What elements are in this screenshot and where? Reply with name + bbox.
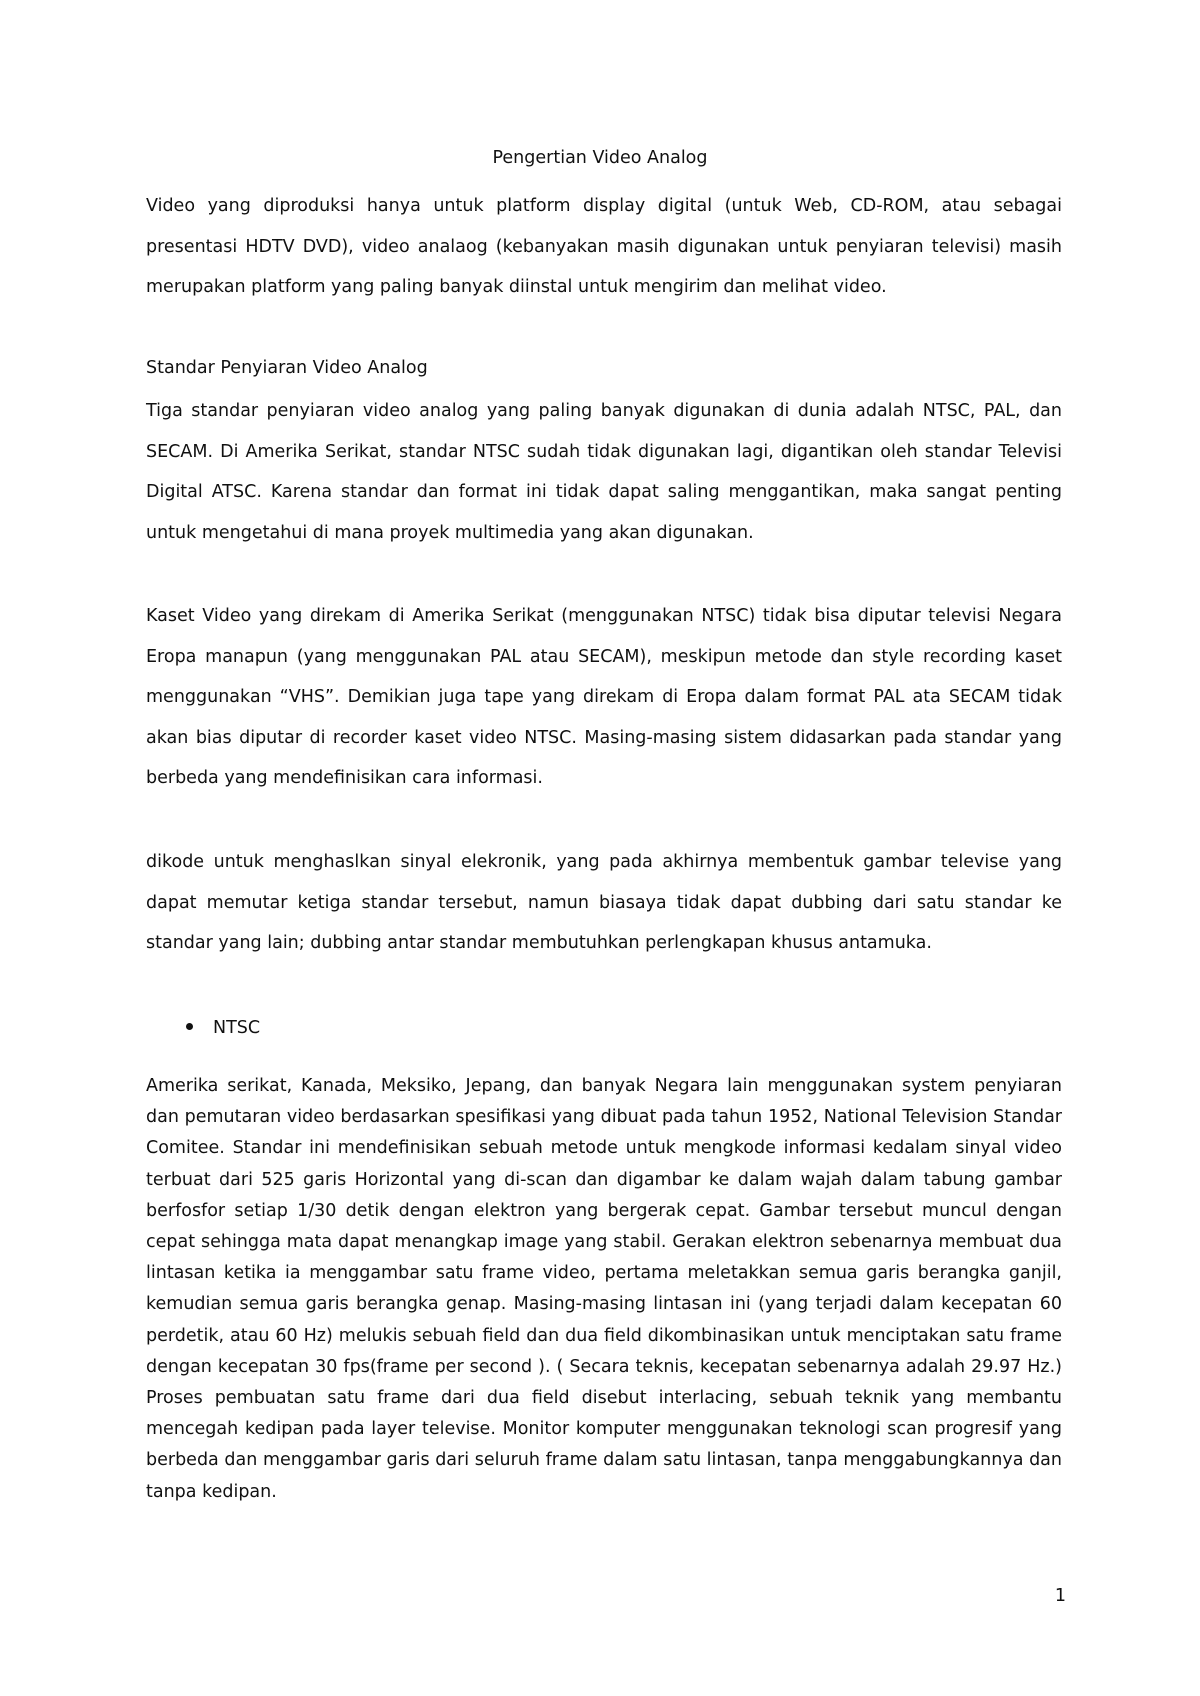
- section-heading: Standar Penyiaran Video Analog: [146, 358, 428, 378]
- document-title: Pengertian Video Analog: [492, 148, 708, 168]
- page-number: 1: [1054, 1586, 1066, 1606]
- bullet-item-ntsc: [186, 1016, 260, 1040]
- kaset-paragraph: Kaset Video yang direkam di Amerika Serikat (menggunakan NTSC) tidak bisa diputar televisi Negara Eropa manapun (yang menggunakan PAL atau SECAM), meskipun metode dan style recording kaset menggunakan “VHS”. Demikian juga tape yang direkam di Eropa dalam format PAL ata SECAM tidak akan bias diputar di recorder kaset video NTSC. Masing-masing sistem didasarkan pada standar yang berbeda yang mendefinisikan cara informasi.: [146, 606, 1062, 788]
- standards-paragraph: Tiga standar penyiaran video analog yang paling banyak digunakan di dunia adalah NTSC, PAL, dan SECAM. Di Amerika Serikat, standar NTSC sudah tidak digunakan lagi, digantikan oleh standar Televisi Digital ATSC. Karena standar dan format ini tidak dapat saling menggantikan, maka sangat penting untuk mengetahui di mana proyek multimedia yang akan digunakan.: [146, 401, 1062, 543]
- bullet-label: NTSC: [213, 1018, 261, 1038]
- intro-paragraph: Video yang diproduksi hanya untuk platform display digital (untuk Web, CD-ROM, atau sebagai presentasi HDTV DVD), video analaog (kebanyakan masih digunakan untuk penyiaran televisi) masih merupakan platform yang paling banyak diinstal untuk mengirim dan melihat video.: [146, 196, 1062, 297]
- bullet-icon: [186, 1023, 193, 1030]
- ntsc-paragraph: Amerika serikat, Kanada, Meksiko, Jepang, dan banyak Negara lain menggunakan system penyiaran dan pemutaran video berdasarkan spesifikasi yang dibuat pada tahun 1952, National Television Standar Comitee. Standar ini mendefinisikan sebuah metode untuk mengkode informasi kedalam sinyal video terbuat dari 525 garis Horizontal yang di-scan dan digambar ke dalam wajah dalam tabung gambar berfosfor setiap 1/30 detik dengan elektron yang bergerak cepat. Gambar tersebut muncul dengan cepat sehingga mata dapat menangkap image yang stabil. Gerakan elektron sebenarnya membuat dua lintasan ketika ia menggambar satu frame video, pertama meletakkan semua garis berangka ganjil, kemudian semua garis berangka genap. Masing-masing lintasan ini (yang terjadi dalam kecepatan 60 perdetik, atau 60 Hz) melukis sebuah field dan dua field dikombinasikan untuk menciptakan satu frame dengan kecepatan 30 fps(frame per second ). ( Secara teknis, kecepatan sebenarnya adalah 29.97 Hz.) Proses pembuatan satu frame dari dua field disebut interlacing, sebuah teknik yang membantu mencegah kedipan pada layer televise. Monitor komputer menggunakan teknologi scan progresif yang berbeda dan menggambar garis dari seluruh frame dalam satu lintasan, tanpa menggabungkannya dan tanpa kedipan.: [146, 1076, 1062, 1502]
- dikode-paragraph: dikode untuk menghaslkan sinyal elekronik, yang pada akhirnya membentuk gambar televise yang dapat memutar ketiga standar tersebut, namun biasaya tidak dapat dubbing dari satu standar ke standar yang lain; dubbing antar standar membutuhkan perlengkapan khusus antamuka.: [146, 852, 1062, 953]
